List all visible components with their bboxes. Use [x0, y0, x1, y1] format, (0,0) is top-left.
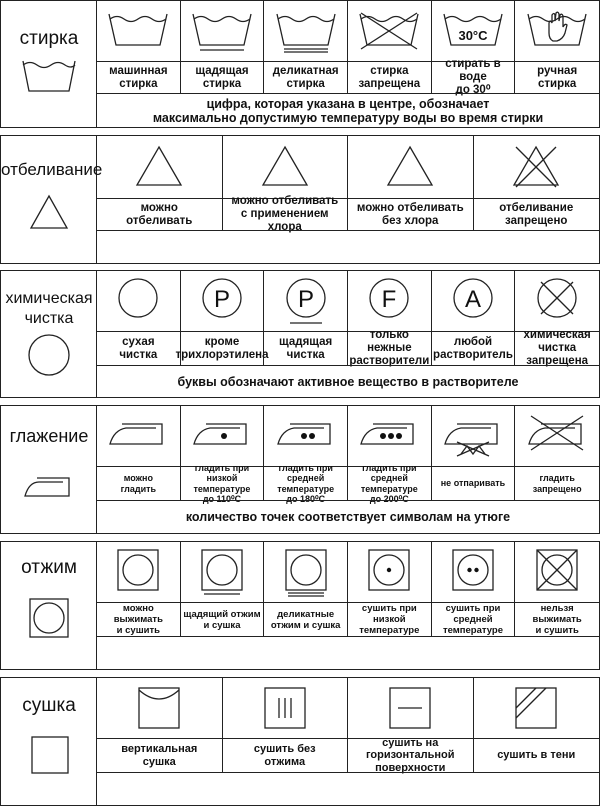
symbol-cell — [181, 542, 265, 636]
symbol-label: химическая чистка запрещена — [523, 329, 591, 367]
iron-no-steam-icon — [441, 416, 505, 456]
symbol-label: можно выжимать и сушить — [113, 603, 163, 636]
dry-clean-section — [0, 270, 600, 398]
symbol-label: отбеливание запрещено — [499, 201, 574, 227]
symbol-cell — [97, 406, 181, 500]
symbol-cell — [348, 271, 432, 365]
symbol-cell — [97, 1, 181, 93]
spin-title: отжим — [21, 557, 77, 578]
symbol-area — [264, 406, 347, 466]
washtub-crossed-icon — [357, 11, 421, 51]
divider — [97, 365, 599, 366]
symbol-cell — [515, 542, 599, 636]
iron-title: глажение — [9, 426, 89, 446]
circle-letter-icon — [200, 277, 244, 325]
symbol-area — [432, 1, 515, 61]
symbol-label: кроме трихлорэтилена — [175, 335, 269, 361]
symbol-cell — [474, 136, 600, 230]
symbol-area — [181, 542, 264, 602]
symbol-cell — [348, 406, 432, 504]
symbol-area — [348, 136, 473, 198]
symbol-area — [97, 678, 222, 738]
symbol-label: щадящий отжим и сушка — [183, 608, 261, 631]
symbol-area — [97, 1, 180, 61]
divider — [97, 230, 599, 231]
symbol-cell — [348, 678, 474, 772]
wash-section — [0, 0, 600, 128]
symbol-area — [432, 406, 515, 466]
symbol-cell — [181, 1, 265, 93]
washtub-temperature-icon — [441, 11, 505, 51]
dry-clean-title: химическая чистка — [5, 290, 93, 327]
triangle-icon — [259, 145, 311, 189]
dry-clean-category — [1, 271, 97, 397]
dry-in-shade-icon — [514, 686, 558, 730]
iron-section — [0, 405, 600, 534]
wash-note: цифра, которая указана в центре, обозначает максимально допустимую температуру воды во время стирки — [152, 97, 544, 125]
symbol-area — [474, 678, 600, 738]
tumble-dry-two-dots-icon — [451, 548, 495, 596]
tumble-dry-delicate-icon — [284, 548, 328, 596]
symbol-cell — [264, 271, 348, 365]
symbol-label: нельзя выжимать и сушить — [532, 603, 582, 636]
spin-category — [1, 542, 97, 669]
symbol-cell — [97, 542, 181, 636]
symbol-cell — [264, 406, 348, 504]
symbol-label: сушить без отжима — [253, 743, 316, 768]
hand-wash-icon — [525, 11, 589, 51]
symbol-label: сухая чистка — [119, 335, 158, 361]
symbol-label: можно отбеливать без хлора — [356, 201, 464, 227]
symbol-area — [181, 1, 264, 61]
symbol-area — [181, 271, 264, 331]
washtub-icon — [106, 11, 170, 51]
symbol-cell — [97, 271, 181, 365]
symbol-area — [432, 271, 515, 331]
symbol-label: ручная стирка — [537, 64, 578, 90]
symbol-cell — [432, 406, 516, 500]
circle-letter-gentle-icon — [284, 277, 328, 325]
symbol-area — [181, 406, 264, 466]
drip-dry-icon — [263, 686, 307, 730]
symbol-label: сушить при средней температуре — [442, 603, 504, 636]
divider — [97, 636, 599, 637]
circle-letter-icon — [367, 277, 411, 325]
symbol-area — [264, 1, 347, 61]
symbol-cell — [432, 271, 516, 365]
circle-crossed-icon — [535, 277, 579, 325]
symbol-area — [97, 271, 180, 331]
iron-icon — [106, 416, 170, 456]
triangle-icon — [133, 145, 185, 189]
symbol-label: стирать в воде до 30⁰ — [445, 58, 501, 96]
bleach-title: отбеливание — [1, 160, 103, 179]
symbol-label: гладить запрещено — [532, 473, 582, 494]
symbol-label: деликатные отжим и сушка — [270, 608, 341, 631]
solvent-letter: F — [381, 286, 397, 313]
temperature-label: 30°C — [458, 28, 488, 43]
symbol-cell — [175, 271, 269, 365]
iron-three-dots-icon — [357, 416, 421, 456]
divider — [97, 93, 599, 94]
symbol-cell — [515, 406, 599, 500]
bleach-category — [1, 136, 103, 263]
symbol-area — [97, 136, 222, 198]
line-dry-icon — [137, 686, 181, 730]
tumble-dry-icon — [29, 598, 69, 638]
symbol-label: сушить в тени — [497, 749, 576, 762]
symbol-area — [432, 542, 515, 602]
symbol-area — [223, 678, 348, 738]
symbol-label: деликатная стирка — [272, 64, 339, 90]
tumble-dry-one-dot-icon — [367, 548, 411, 596]
symbol-area — [348, 678, 473, 738]
symbol-cell — [223, 678, 349, 772]
symbol-cell — [515, 271, 599, 365]
symbol-cell — [181, 406, 265, 504]
symbol-label: гладить при низкой температуре до 110⁰С — [193, 462, 251, 504]
iron-icon — [23, 474, 75, 500]
symbol-cell — [97, 678, 223, 772]
symbol-cell — [223, 136, 349, 233]
symbol-cell — [348, 542, 432, 636]
symbol-area — [348, 1, 431, 61]
washtub-gentle-icon — [190, 11, 254, 51]
symbol-area — [264, 271, 347, 331]
symbol-label: щадящая стирка — [195, 64, 249, 90]
wash-title: стирка — [19, 28, 79, 49]
symbol-area — [97, 542, 180, 602]
symbol-cell — [474, 678, 600, 772]
circle-icon — [27, 333, 71, 377]
triangle-icon — [29, 194, 69, 230]
washtub-icon — [21, 59, 77, 93]
symbol-area — [97, 406, 180, 466]
washtub-delicate-icon — [274, 11, 338, 51]
solvent-letter: A — [464, 286, 481, 313]
symbol-label: можно отбеливать — [126, 201, 193, 227]
symbol-cell — [348, 1, 432, 93]
symbol-cell — [97, 136, 223, 230]
symbol-label: стирка запрещена — [358, 64, 421, 90]
dry-title: сушка — [22, 695, 76, 716]
symbol-area — [348, 406, 431, 466]
triangle-crossed-icon — [510, 145, 562, 189]
triangle-icon — [384, 145, 436, 189]
spin-section — [0, 541, 600, 670]
circle-letter-icon — [451, 277, 495, 325]
symbol-cell — [515, 1, 599, 93]
symbol-label: любой растворитель — [433, 335, 513, 361]
dry-category — [1, 678, 97, 805]
wash-category — [1, 1, 97, 127]
iron-crossed-icon — [525, 416, 589, 456]
symbol-cell — [348, 136, 474, 230]
symbol-label: щадящая чистка — [279, 335, 333, 361]
symbol-label: гладить при средней температуре до 200⁰С — [360, 462, 418, 504]
symbol-area — [515, 1, 599, 61]
symbol-area — [223, 136, 348, 198]
square-icon — [31, 736, 69, 774]
bleach-section — [0, 135, 600, 264]
symbol-label: можно гладить — [120, 473, 157, 494]
iron-two-dots-icon — [274, 416, 338, 456]
symbol-label: сушить на горизонтальной поверхности — [365, 736, 455, 774]
symbol-label: машинная стирка — [109, 64, 168, 90]
symbol-area — [474, 136, 600, 198]
iron-category — [1, 406, 97, 533]
symbol-cell — [264, 1, 348, 93]
symbol-label: вертикальная сушка — [121, 743, 198, 768]
symbol-label: сушить при низкой температуре — [359, 603, 420, 636]
divider — [97, 772, 599, 773]
symbol-area — [515, 406, 599, 466]
tumble-dry-crossed-icon — [535, 548, 579, 596]
solvent-letter: P — [213, 286, 230, 313]
symbol-cell — [432, 542, 516, 636]
divider — [97, 500, 599, 501]
symbol-area — [348, 271, 431, 331]
tumble-dry-icon — [116, 548, 160, 596]
symbol-label: гладить при средней температуре до 180⁰С — [277, 462, 335, 504]
iron-note: количество точек соответствует символам на утюге — [185, 510, 511, 524]
symbol-area — [264, 542, 347, 602]
symbol-label: не отпаривать — [440, 478, 506, 489]
iron-one-dot-icon — [190, 416, 254, 456]
symbol-label: только нежные растворители — [349, 329, 430, 367]
symbol-area — [515, 542, 599, 602]
symbol-cell — [432, 1, 516, 96]
symbol-cell — [264, 542, 348, 636]
symbol-area — [348, 542, 431, 602]
symbol-area — [515, 271, 599, 331]
tumble-dry-gentle-icon — [200, 548, 244, 596]
dry-clean-note: буквы обозначают активное вещество в растворителе — [177, 375, 519, 389]
circle-icon — [116, 277, 160, 325]
dry-flat-icon — [388, 686, 432, 730]
dry-section — [0, 677, 600, 806]
solvent-letter: P — [297, 286, 314, 313]
symbol-label: можно отбеливать с применением хлора — [231, 195, 339, 233]
